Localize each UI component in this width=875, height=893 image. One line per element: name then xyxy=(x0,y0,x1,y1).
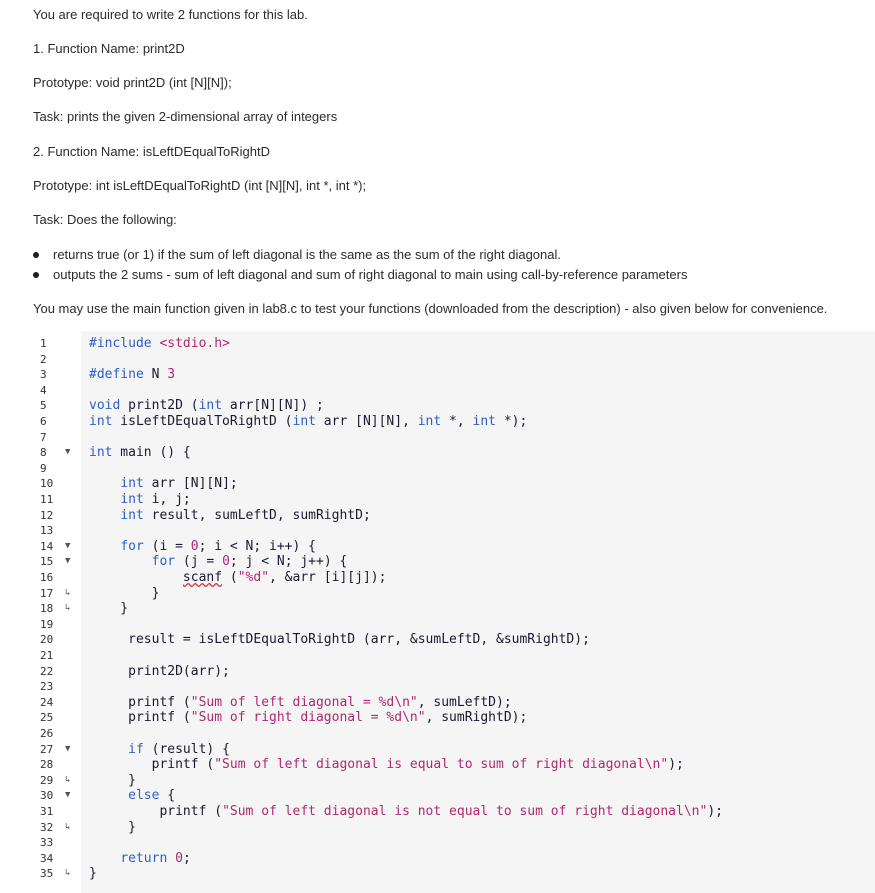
line-number: 4 xyxy=(40,383,47,397)
line-number: 3 xyxy=(40,368,47,382)
line-number: 6 xyxy=(40,415,47,428)
code-line: int main () { xyxy=(89,445,191,461)
line-number: 5 xyxy=(40,399,47,413)
fold-end-icon: ↳ xyxy=(65,821,71,832)
code-line: return 0; xyxy=(120,850,191,866)
code-line: result = isLeftDEqualToRightD (arr, &sumLeftD, &sumRightD); xyxy=(89,632,590,648)
bullet-item: returns true (or 1) if the sum of left diagonal is the same as the sum of the right diagonal. xyxy=(33,247,561,262)
fold-toggle-icon[interactable]: ▼ xyxy=(65,556,71,567)
line-number: 35 xyxy=(40,867,54,881)
line-number: 2 xyxy=(40,352,47,366)
code-line: scanf ("%d", &arr [i][j]); xyxy=(182,570,387,585)
code-line: print2D(arr); xyxy=(89,663,230,679)
line-number: 13 xyxy=(40,524,54,538)
bullet-icon xyxy=(33,252,39,258)
line-number: 10 xyxy=(40,477,54,491)
code-line: for (i = 0; i < N; i++) { xyxy=(120,538,316,554)
bullet-icon xyxy=(33,272,39,278)
line-number: 27 xyxy=(40,742,54,756)
code-line: #define N 3 xyxy=(89,367,176,383)
code-line: int result, sumLeftD, sumRightD; xyxy=(120,507,371,523)
function-1-task: Task: prints the given 2-dimensional array of integers xyxy=(33,109,338,124)
line-number: 15 xyxy=(40,555,54,569)
line-number: 28 xyxy=(40,758,54,772)
line-number: 18 xyxy=(40,602,54,616)
line-number: 26 xyxy=(40,727,54,740)
line-number: 30 xyxy=(40,789,54,803)
fold-toggle-icon[interactable]: ▼ xyxy=(65,540,71,551)
line-number: 7 xyxy=(40,430,47,444)
fold-end-icon: ↳ xyxy=(65,868,71,879)
fold-end-icon: ↳ xyxy=(65,587,71,598)
fold-end-icon: ↳ xyxy=(65,603,71,614)
function-1-prototype: Prototype: void print2D (int [N][N]); xyxy=(33,75,232,90)
line-number: 31 xyxy=(40,805,54,818)
line-number: 14 xyxy=(40,539,54,553)
fold-toggle-icon[interactable]: ▼ xyxy=(65,743,71,754)
line-number: 21 xyxy=(40,649,54,662)
code-line: } xyxy=(89,866,97,882)
fold-end-icon: ↳ xyxy=(65,774,71,785)
main-function-note: You may use the main function given in lab8.c to test your functions (downloaded from the description) - also given below for convenience. xyxy=(33,301,828,316)
line-number: 20 xyxy=(40,633,54,647)
code-line: printf ("Sum of left diagonal = %d\n", sumLeftD); xyxy=(89,694,512,710)
function-2-task: Task: Does the following: xyxy=(33,212,177,227)
line-number: 23 xyxy=(40,680,54,694)
code-line: printf ("Sum of left diagonal is equal to sum of right diagonal\n"); xyxy=(89,757,684,773)
fold-toggle-icon[interactable]: ▼ xyxy=(65,790,71,801)
code-line: for (j = 0; j < N; j++) { xyxy=(151,554,348,570)
code-line: if (result) { xyxy=(128,741,230,757)
code-line: printf ("Sum of right diagonal = %d\n", sumRightD); xyxy=(89,710,528,726)
line-number: 8 xyxy=(40,446,47,460)
function-2-prototype: Prototype: int isLeftDEqualToRightD (int [N][N], int *, int *); xyxy=(33,178,367,193)
line-number: 24 xyxy=(40,695,54,709)
code-line: else { xyxy=(128,788,176,804)
line-number: 19 xyxy=(40,617,54,631)
function-2-name: 2. Function Name: isLeftDEqualToRightD xyxy=(33,144,271,159)
bullet-item: outputs the 2 sums - sum of left diagonal and sum of right diagonal to main using call-by-reference parameters xyxy=(33,267,687,282)
line-number: 1 xyxy=(40,337,47,350)
code-line: void print2D (int arr[N][N]) ; xyxy=(89,398,324,414)
code-line: #include <stdio.h> xyxy=(89,336,230,351)
fold-toggle-icon[interactable]: ▼ xyxy=(65,447,71,458)
intro-text: You are required to write 2 functions for this lab. xyxy=(33,7,308,22)
code-line: printf ("Sum of left diagonal is not equal to sum of right diagonal\n"); xyxy=(89,804,723,819)
line-number: 25 xyxy=(40,711,54,725)
code-line: } xyxy=(89,585,160,601)
line-number: 16 xyxy=(40,571,54,584)
line-number: 22 xyxy=(40,664,54,678)
line-number: 29 xyxy=(40,773,54,787)
line-number: 9 xyxy=(40,461,47,475)
code-line: } xyxy=(89,601,129,617)
line-number: 33 xyxy=(40,836,54,850)
code-line: int i, j; xyxy=(120,492,191,507)
code-line: int isLeftDEqualToRightD (int arr [N][N], int *, int *); xyxy=(89,414,528,429)
line-number: 12 xyxy=(40,508,54,522)
line-number: 32 xyxy=(40,820,54,834)
line-number: 11 xyxy=(40,493,54,506)
line-number: 34 xyxy=(40,851,54,865)
function-1-name: 1. Function Name: print2D xyxy=(33,41,185,56)
code-line: } xyxy=(89,772,136,788)
code-line: } xyxy=(89,819,136,835)
code-listing xyxy=(33,331,875,893)
line-number: 17 xyxy=(40,586,54,600)
code-line: int arr [N][N]; xyxy=(120,476,238,492)
